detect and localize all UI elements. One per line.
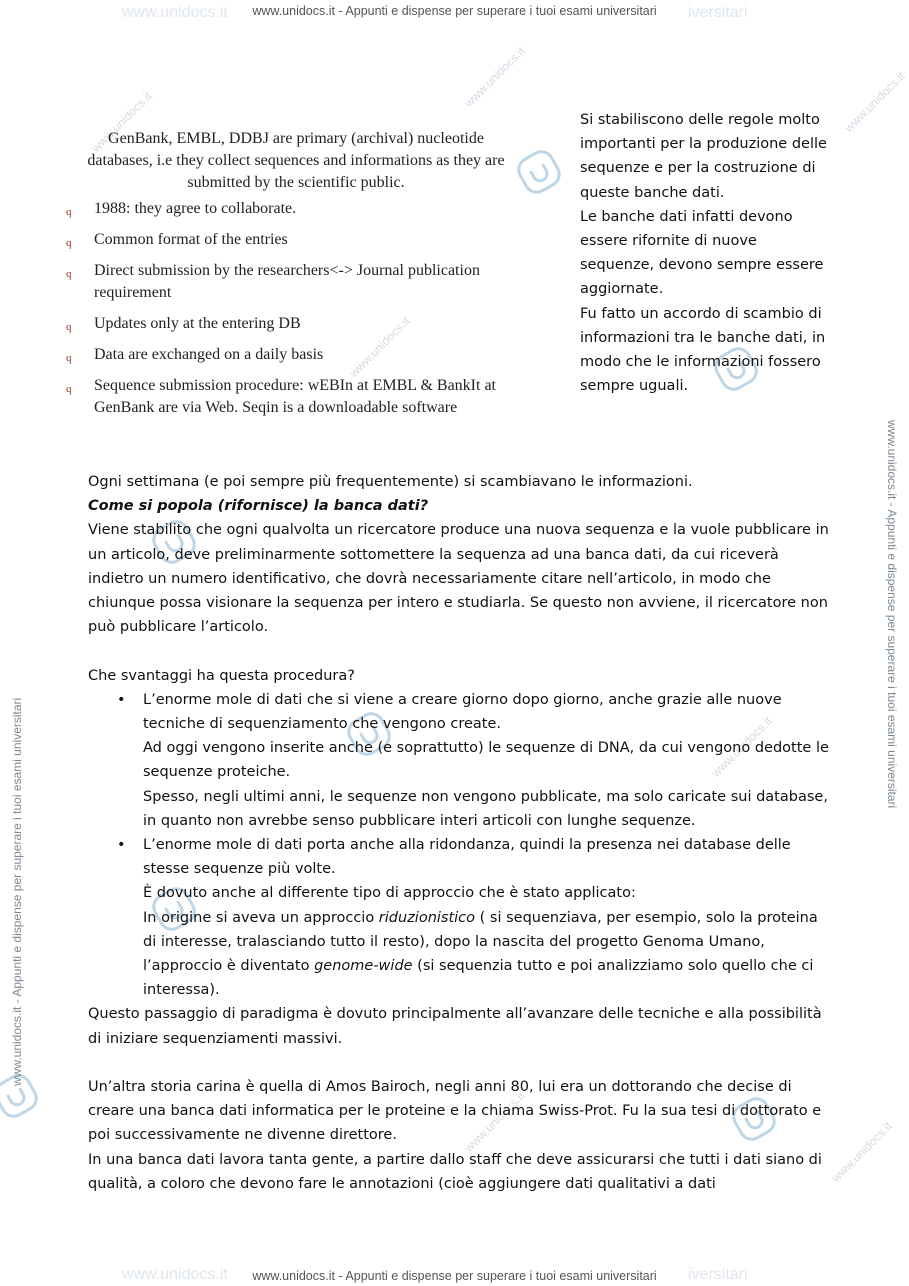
watermark-big-top-right: iversitari: [688, 4, 748, 21]
watermark-text: www.unidocs.it: [828, 1118, 895, 1186]
watermark-text: www.unidocs.it: [461, 43, 528, 111]
spacer: [88, 639, 833, 663]
slide-item-text: Sequence submission procedure: wEBIn at EMBL & BankIt at GenBank are via Web. Seqin is a downloadable software: [94, 377, 496, 416]
slide-list-item: [62, 198, 512, 220]
paragraph: Viene stabilito che ogni qualvolta un ricercatore produce una nuova sequenza e la vuole pubblicare in un articolo, deve preliminarmente sottomettere la sequenza ad una banca dati, da cui riceverà indietro un numero identificativo, che dovrà necessariamente citare nell’articolo, in modo che chiunque possa visionare la sequenza per intero e studiarla. Se questo non avviene, il ricercatore non può pubblicare l’articolo.: [88, 522, 829, 636]
side-watermark-left: www.unidocs.it - Appunti e dispense per superare i tuoi esami universitari: [10, 697, 24, 1086]
side-watermark-right: www.unidocs.it - Appunti e dispense per superare i tuoi esami universitari: [885, 420, 899, 809]
watermark-text: www.unidocs.it: [461, 1088, 528, 1156]
slide-item-text: 1988: they agree to collaborate.: [94, 200, 297, 217]
side-note-paragraph: Fu fatto un accordo di scambio di informazioni tra le banche dati, in modo che le informazioni fossero sempre uguali.: [580, 305, 826, 395]
bullet-item: [117, 688, 833, 833]
bullet-line: È dovuto anche al differente tipo di approccio che è stato applicato:: [143, 885, 636, 902]
slide-intro: GenBank, EMBL, DDBJ are primary (archival) nucleotide databases, i.e they collect sequences and informations as they are submitted by the scientific public.: [87, 130, 505, 191]
bullet-list: [88, 688, 833, 1003]
watermark-text: www.unidocs.it: [88, 88, 155, 156]
spacer: [88, 1051, 833, 1075]
unidocs-logo-icon: [515, 148, 563, 196]
slide-list-item: [62, 375, 512, 419]
slide-item-text: Updates only at the entering DB: [94, 315, 301, 332]
emphasis: genome-wide: [314, 958, 413, 975]
slide-item-text: Data are exchanged on a daily basis: [94, 346, 324, 363]
side-note-paragraph: Si stabiliscono delle regole molto importanti per la produzione delle sequenze e per la costruzione di queste banche dati.: [580, 112, 827, 201]
side-note: [580, 108, 830, 398]
watermark-text: www.unidocs.it: [708, 713, 775, 781]
page-header: www.unidocs.it - Appunti e dispense per superare i tuoi esami universitari: [252, 4, 657, 18]
bullet-icon: q: [66, 352, 72, 364]
slide-item-text: Common format of the entries: [94, 231, 288, 248]
document-body: [88, 470, 833, 1196]
paragraph: Un’altra storia carina è quella di Amos Bairoch, negli anni 80, lui era un dottorando che decise di creare una banca dati informatica per le proteine e la chiama Swiss-Prot. Fu la sua tesi di dottorato e poi successivamente ne divenne direttore.: [88, 1079, 822, 1144]
slide-excerpt: [62, 128, 512, 428]
paragraph: Che svantaggi ha questa procedura?: [88, 667, 355, 684]
question-heading: Come si popola (rifornisce) la banca dati?: [88, 498, 429, 515]
slide-item-text: Direct submission by the researchers<-> Journal publication requirement: [94, 262, 480, 301]
text-run: ( si sequenziava, per esempio, solo la proteina di interesse, tralasciando tutto il resto), dopo la nascita del progetto Genoma Umano, l’approccio è diventato: [143, 909, 818, 975]
slide-list-item: [62, 229, 512, 251]
bullet-line: Spesso, negli ultimi anni, le sequenze non vengono pubblicate, ma solo caricate sui database, in quanto non avrebbe senso pubblicare interi articoli con lunghe sequenze.: [143, 788, 828, 829]
slide-list-item: [62, 344, 512, 366]
watermark-big-bottom-right: iversitari: [688, 1266, 748, 1283]
bullet-icon: q: [66, 383, 72, 395]
emphasis: riduzionistico: [378, 909, 476, 926]
paragraph: Ogni settimana (e poi sempre più frequentemente) si scambiavano le informazioni.: [88, 474, 693, 490]
bullet-item: [117, 833, 833, 1002]
bullet-icon: q: [66, 321, 72, 333]
side-note-paragraph: Le banche dati infatti devono essere rifornite di nuove sequenze, devono sempre essere aggiornate.: [580, 208, 824, 298]
paragraph: Questo passaggio di paradigma è dovuto principalmente all’avanzare delle tecniche e alla possibilità di iniziare sequenziamenti massivi.: [88, 1006, 822, 1047]
bullet-line: L’enorme mole di dati che si viene a creare giorno dopo giorno, anche grazie alle nuove tecniche di sequenziamento che vengono create.: [143, 691, 782, 733]
watermark-big-bottom-left: www.unidocs.it: [122, 1266, 228, 1283]
slide-list-item: [62, 260, 512, 304]
slide-list: [62, 198, 512, 419]
text-run: In origine si aveva un approccio: [143, 909, 379, 926]
text-run: (si sequenzia tutto e poi analizziamo solo quello che ci interessa).: [143, 958, 814, 999]
slide-list-item: [62, 313, 512, 335]
bullet-icon: q: [66, 237, 72, 249]
paragraph: In una banca dati lavora tanta gente, a partire dallo staff che deve assicurarsi che tutti i dati siano di qualità, a coloro che devono fare le annotazioni (cioè aggiungere dati qualitativi a dati: [88, 1151, 822, 1192]
watermark-text: www.unidocs.it: [346, 313, 413, 381]
bullet-icon: •: [117, 691, 126, 708]
bullet-line: [143, 906, 833, 1003]
bullet-icon: •: [117, 837, 126, 854]
bullet-icon: q: [66, 268, 72, 280]
bullet-line: Ad oggi vengono inserite anche (e soprattutto) le sequenze di DNA, da cui vengono dedotte le sequenze proteiche.: [143, 740, 829, 781]
bullet-icon: q: [66, 206, 72, 218]
watermark-big-top-left: www.unidocs.it: [122, 4, 228, 21]
page-footer: www.unidocs.it - Appunti e dispense per superare i tuoi esami universitari: [252, 1269, 657, 1283]
bullet-line: L’enorme mole di dati porta anche alla ridondanza, quindi la presenza nei database delle stesse sequenze più volte.: [143, 837, 791, 878]
watermark-text: www.unidocs.it: [841, 68, 908, 136]
